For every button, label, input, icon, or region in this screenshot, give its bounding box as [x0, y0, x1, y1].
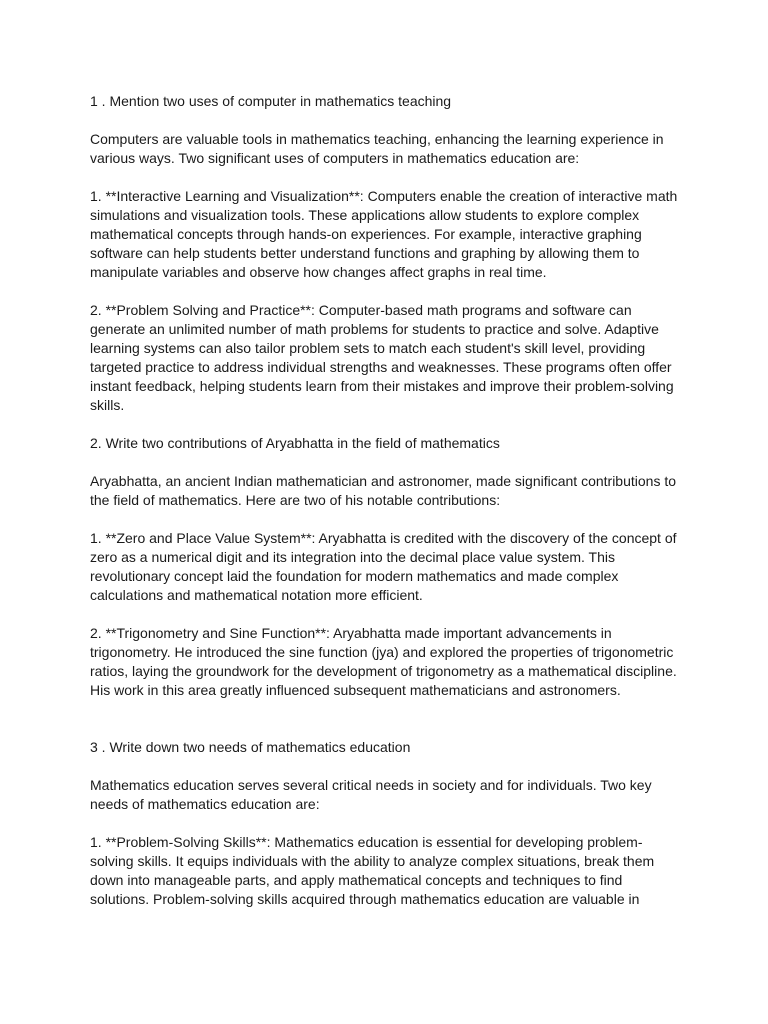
document-body	[90, 92, 680, 909]
question-2-point-1: 1. **Zero and Place Value System**: Aryabhatta is credited with the discovery of the concept of zero as a numerical digit and its integration into the decimal place value system. This revolutionary concept laid the foundation for modern mathematics and made complex calculations and mathematical notation more efficient.	[90, 530, 677, 603]
question-1-heading: 1 . Mention two uses of computer in mathematics teaching	[90, 93, 452, 109]
question-2-point-2: 2. **Trigonometry and Sine Function**: Aryabhatta made important advancements in trigonometry. He introduced the sine function (jya) and explored the properties of trigonometric ratios, laying the groundwork for the development of trigonometry as a mathematical discipline. His work in this area greatly influenced subsequent mathematicians and astronomers.	[90, 625, 677, 698]
question-1-intro: Computers are valuable tools in mathematics teaching, enhancing the learning experience in various ways. Two significant uses of computers in mathematics education are:	[90, 131, 664, 166]
question-3-intro: Mathematics education serves several critical needs in society and for individuals. Two key needs of mathematics education are:	[90, 777, 652, 812]
question-1-point-2: 2. **Problem Solving and Practice**: Computer-based math programs and software can generate an unlimited number of math problems for students to practice and solve. Adaptive learning systems can also tailor problem sets to match each student's skill level, providing targeted practice to address individual strengths and weaknesses. These programs often offer instant feedback, helping students learn from their mistakes and improve their problem-solving skills.	[90, 302, 674, 413]
question-1-point-1: 1. **Interactive Learning and Visualization**: Computers enable the creation of interactive math simulations and visualization tools. These applications allow students to explore complex mathematical concepts through hands-on experiences. For example, interactive graphing software can help students better understand functions and graphing by allowing them to manipulate variables and observe how changes affect graphs in real time.	[90, 188, 678, 280]
question-3-point-1: 1. **Problem-Solving Skills**: Mathematics education is essential for developing problem-solving skills. It equips individuals with the ability to analyze complex situations, break them down into manageable parts, and apply mathematical concepts and techniques to find solutions. Problem-solving skills acquired through mathematics education are valuable in	[90, 834, 655, 907]
question-2-heading: 2. Write two contributions of Aryabhatta in the field of mathematics	[90, 435, 500, 451]
question-2-intro: Aryabhatta, an ancient Indian mathematician and astronomer, made significant contributions to the field of mathematics. Here are two of his notable contributions:	[90, 473, 677, 508]
question-3-heading: 3 . Write down two needs of mathematics education	[90, 739, 411, 755]
